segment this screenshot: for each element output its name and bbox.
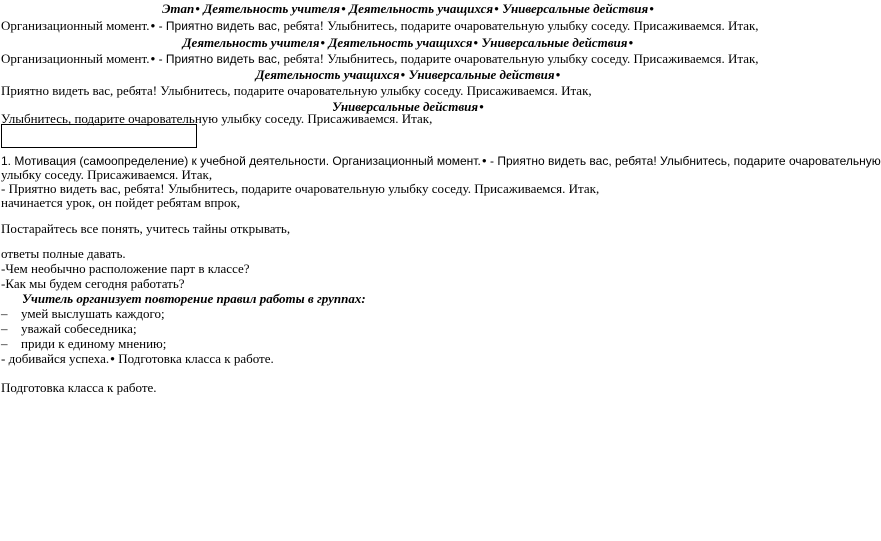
rule-text: умей выслушать каждого; <box>21 306 165 321</box>
class-preparation-text: Подготовка класса к работе. <box>118 351 274 366</box>
header-teacher-activity: Деятельность учителя ● <box>203 1 346 16</box>
rule-item <box>1 306 165 321</box>
table-header-3 <box>0 67 816 82</box>
question-1: -Чем необычно расположение парт в классе? <box>1 261 250 276</box>
rule-dash: – <box>1 321 8 336</box>
motivation-title: 1. Мотивация (самоопределение) к учебной деятельности. Организационный момент. ● <box>1 154 487 168</box>
row-stage-text: Организационный момент. ● <box>1 18 155 33</box>
table-header-2 <box>0 35 816 50</box>
row-greeting-start: - Приятно видеть вас, <box>158 52 281 66</box>
rule-text: уважай собеседника; <box>21 321 137 336</box>
rule-item <box>1 321 137 336</box>
poem-line-3: ответы полные давать. <box>1 246 126 261</box>
table-row-3: Приятно видеть вас, ребята! Улыбнитесь, подарите очаровательную улыбку соседу. Присаживаемся. Итак, <box>1 83 592 98</box>
table-header-1 <box>0 1 816 16</box>
greeting-line: - Приятно видеть вас, ребята! Улыбнитесь, подарите очаровательную улыбку соседу. Присаживаемся. Итак, <box>1 181 600 196</box>
rule-text: приди к единому мнению; <box>21 336 167 351</box>
row-greeting-end: ребята! Улыбнитесь, подарите очаровательную улыбку соседу. Присаживаемся. Итак, <box>283 18 759 33</box>
class-preparation-line: Подготовка класса к работе. <box>1 380 157 395</box>
success-text: - добивайся успеха. ● <box>1 351 115 366</box>
header-universal-actions: Универсальные действия ● <box>332 99 484 114</box>
success-line <box>1 351 274 366</box>
header-student-activity: Деятельность учащихся ● <box>256 67 406 82</box>
header-student-activity: Деятельность учащихся ● <box>328 35 478 50</box>
empty-table-cell <box>1 124 197 148</box>
row-stage-text: Организационный момент. ● <box>1 51 155 66</box>
row-greeting-start: - Приятно видеть вас, <box>158 19 281 33</box>
header-universal-actions: Универсальные действия ● <box>482 35 634 50</box>
header-stage: Этап ● <box>162 1 200 16</box>
motivation-greeting: - Приятно видеть вас, ребята! Улыбнитесь, подарите очаровательную <box>490 154 881 168</box>
header-universal-actions: Универсальные действия ● <box>409 67 561 82</box>
poem-line-2: Постарайтесь все понять, учитесь тайны открывать, <box>1 221 291 236</box>
question-2: -Как мы будем сегодня работать? <box>1 276 185 291</box>
header-teacher-activity: Деятельность учителя ● <box>183 35 326 50</box>
rule-dash: – <box>1 306 8 321</box>
table-row-2 <box>1 51 759 67</box>
motivation-continuation: улыбку соседу. Присаживаемся. Итак, <box>1 167 213 182</box>
table-row-4: Улыбнитесь, подарите очаровательную улыбку соседу. Присаживаемся. Итак, <box>1 111 433 126</box>
header-student-activity: Деятельность учащихся ● <box>349 1 499 16</box>
rules-heading: Учитель организует повторение правил работы в группах: <box>22 291 366 306</box>
poem-line-1: начинается урок, он пойдет ребятам впрок, <box>1 195 241 210</box>
header-universal-actions: Универсальные действия ● <box>502 1 654 16</box>
row-greeting-end: ребята! Улыбнитесь, подарите очаровательную улыбку соседу. Присаживаемся. Итак, <box>283 51 759 66</box>
rule-dash: – <box>1 336 8 351</box>
rule-item <box>1 336 166 351</box>
table-row-1 <box>1 18 759 34</box>
